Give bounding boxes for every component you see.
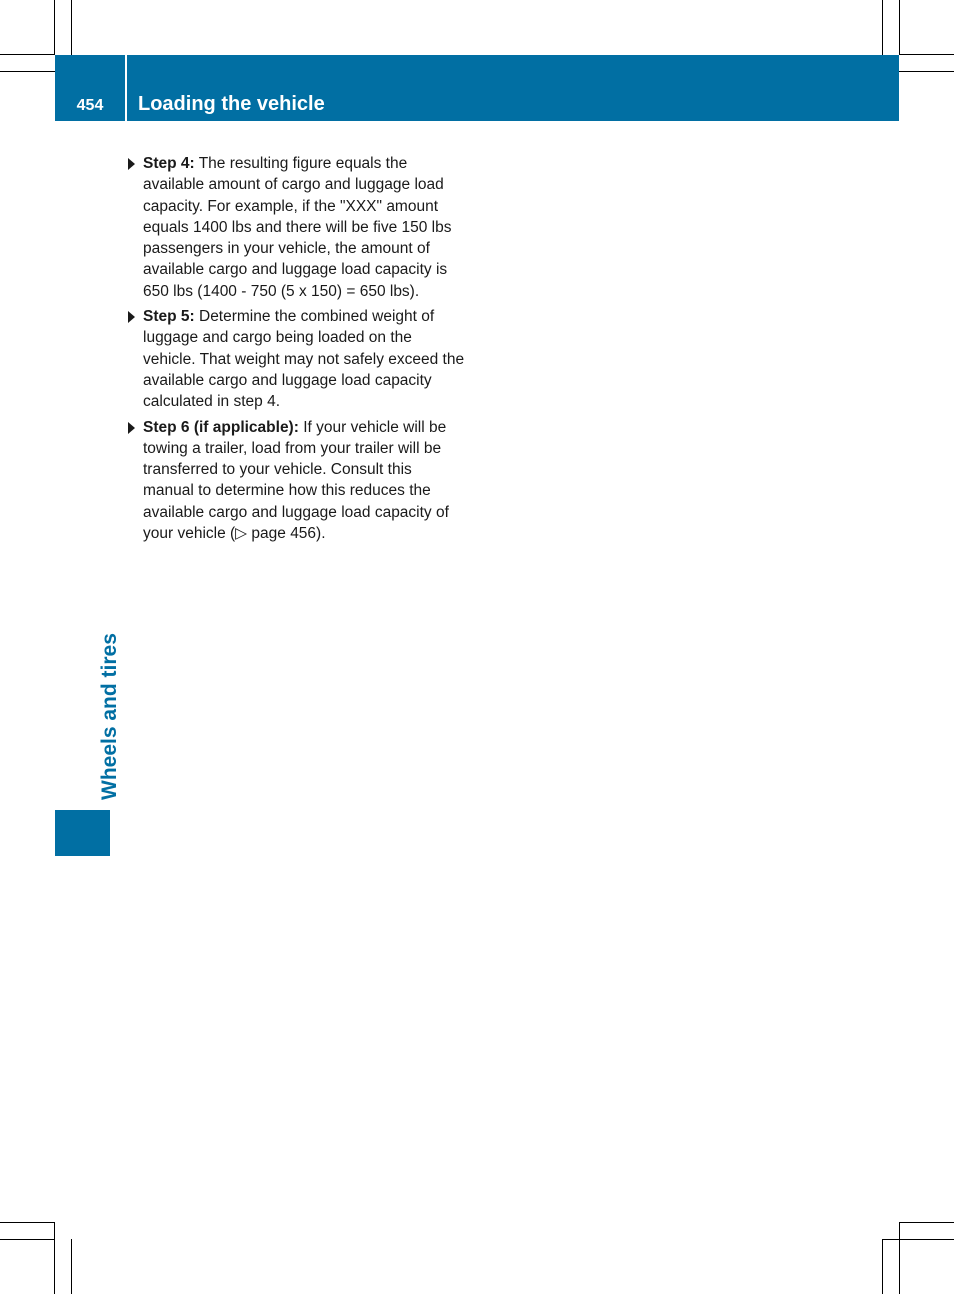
crop-mark	[899, 1222, 954, 1223]
step-label: Step 6 (if applicable):	[143, 418, 299, 436]
crop-mark	[882, 1239, 883, 1294]
chapter-label: Wheels and tires	[98, 633, 121, 800]
step-item	[126, 153, 466, 302]
step-list	[126, 153, 466, 548]
step-item	[126, 306, 466, 412]
crop-mark	[71, 0, 72, 55]
crop-mark	[882, 0, 883, 55]
crop-mark	[899, 54, 954, 55]
arrow-icon	[128, 422, 135, 434]
crop-mark	[899, 0, 900, 55]
arrow-icon	[128, 158, 135, 170]
crop-mark	[54, 0, 55, 55]
step-label: Step 4:	[143, 155, 195, 172]
side-tab-marker	[55, 810, 110, 856]
step-text	[143, 417, 466, 545]
crop-mark	[0, 71, 55, 72]
step-text	[143, 306, 466, 412]
page-number: 454	[76, 97, 104, 114]
section-title: Loading the vehicle	[138, 93, 325, 115]
crop-mark	[899, 1222, 900, 1294]
step-label: Step 5:	[143, 308, 195, 326]
crop-mark	[0, 1239, 55, 1240]
step-text	[143, 153, 466, 302]
crop-mark	[71, 1239, 72, 1294]
crop-mark	[54, 1222, 55, 1294]
step-body: Determine the combined weight of luggage and cargo being loaded on the vehicle. That weight may not safely exceed the available cargo and luggage load capacity calculated in step 4.	[143, 308, 465, 411]
step-body: The resulting figure equals the available amount of cargo and luggage load capacity. For example, if the "XXX" amount equals 1400 lbs and there will be five 150 lbs passengers in your vehicle, the amount of available cargo and luggage load capacity is 650 lbs (1400 - 750 (5 x 150) = 650 lbs).	[143, 155, 452, 300]
header-divider	[125, 55, 127, 121]
step-body: If your vehicle will be towing a trailer, load from your trailer will be transferred to your vehicle. Consult this manual to determine how this reduces the available cargo and luggage load capacity of your vehicle (▷ page 456).	[143, 418, 449, 543]
step-item	[126, 417, 466, 545]
crop-mark	[899, 71, 954, 72]
arrow-icon	[128, 311, 135, 323]
crop-mark	[0, 54, 55, 55]
crop-mark	[0, 1222, 55, 1223]
crop-mark	[882, 1239, 954, 1240]
